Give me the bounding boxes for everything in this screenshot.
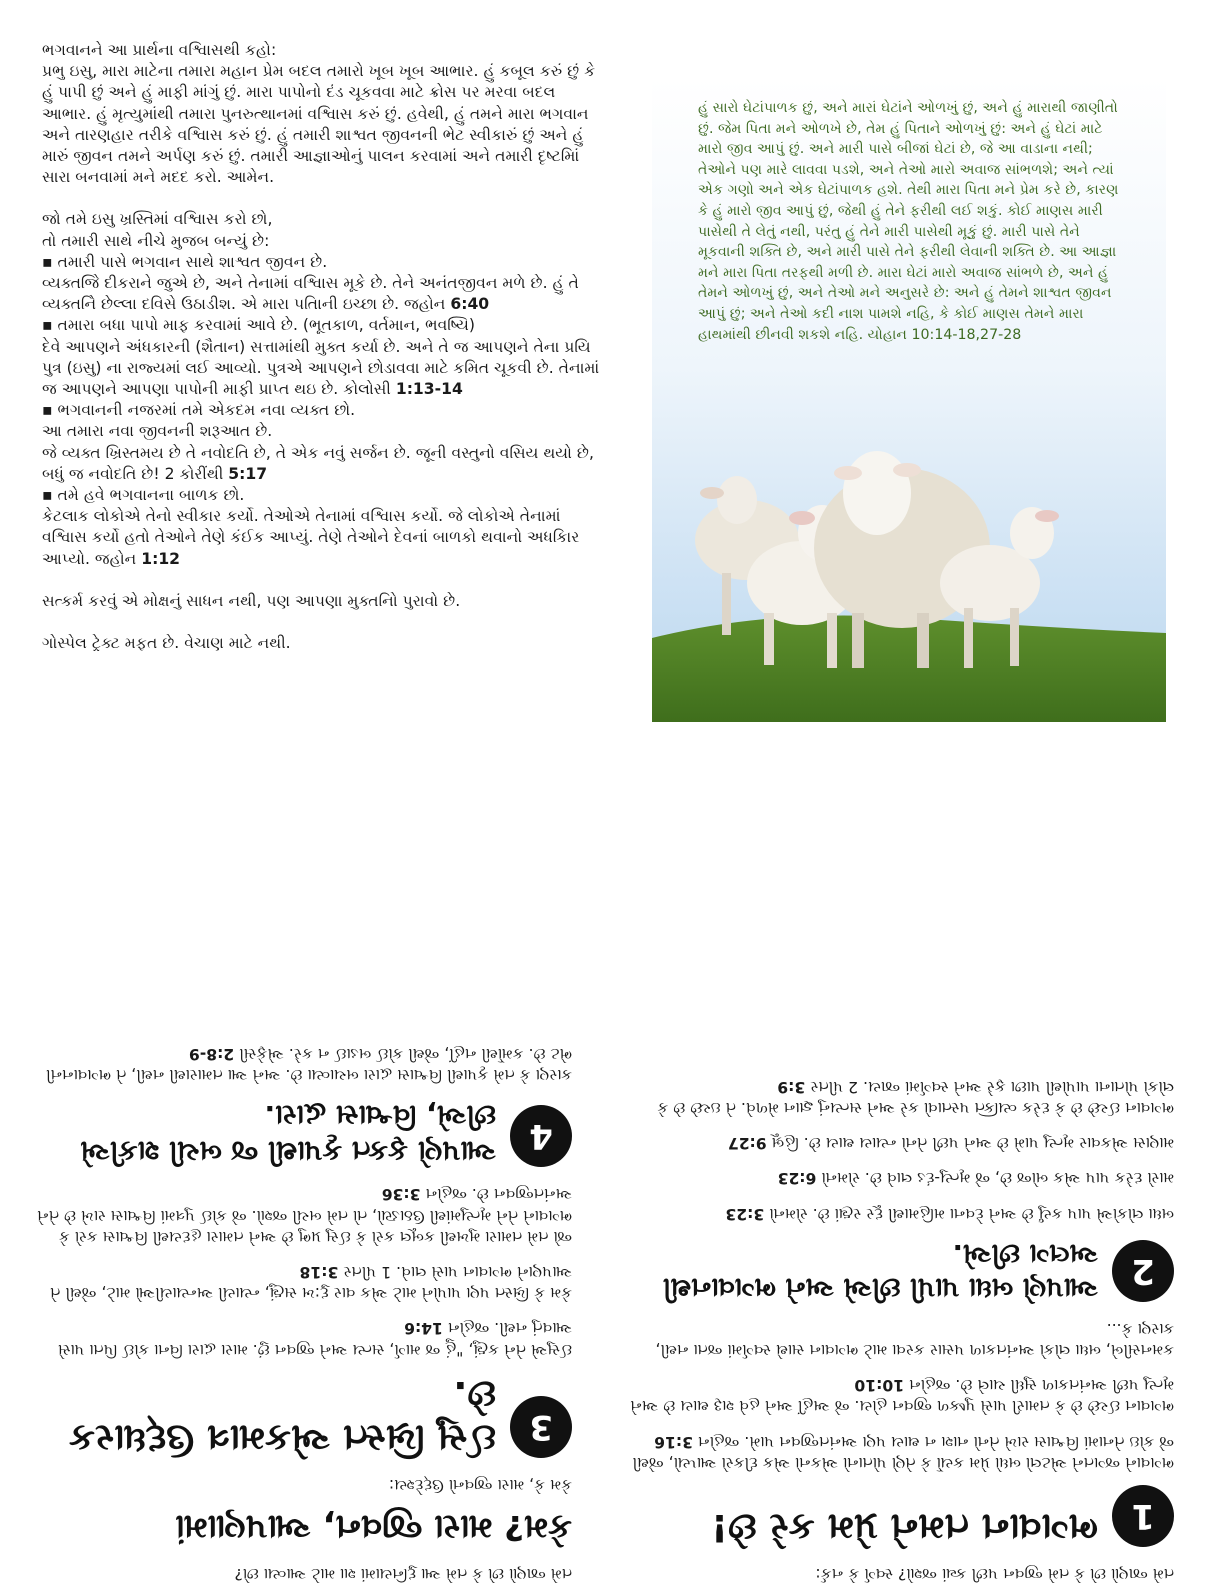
section-text: માણસ એકવાર મૃત્યુ પામે છે અને પછી તેનો ન્યાય થાય છે. હિબ્રૂ xyxy=(766,1134,1174,1153)
point-text: કેટલાક લોકોએ તેનો સ્વીકાર કર્યો. તેઓએ તેનામાં વશ્વિાસ કર્યો. જે લોકોએ તેનામાં વશ્વિાસ કર્યો હતો તેઓને તેણે કંઈક આપ્યું. તેણે તેઓને દેવનાં બાળકો થવાનો અધકિાર આપ્યો. જહોન xyxy=(42,507,585,568)
scripture-ref: 5:17 xyxy=(228,464,268,483)
section-intro: તમે જાણો છો કે તમે આ દુનિયામાં શા માટે આવ્યા છો? xyxy=(234,1565,572,1583)
section-2-text-3 xyxy=(629,1132,1174,1153)
scripture-ref: 3:36 xyxy=(381,1185,421,1204)
section-text: ભગવાન ઈચ્છે છે કે દરેક વ્યક્તિ પસ્તાવો કરે અને સત્યનું જ્ઞાન મેળવે. તે ઇચ્છે છે કે લોકો પોતાના પાપોથી પાછા ફરે અને સ્વર્ગમાં જાય. 2 પીતર xyxy=(652,1077,1174,1117)
section-heading: આપણે બધા પાપી છીએ અને ભગવાનથી અલગ છીએ. xyxy=(662,1237,1098,1303)
point-text: આ તમારા નવા જીવનની શરૂઆત છે. જે વ્યક્ત ખ્રિસ્તમય છે તે નવોદતિ છે, તે એક નવું સર્જન છે. જૂની વસ્તુનો વસિય થયો છે, બધું જ નવોદતિ છે! 2 કોરીંથી xyxy=(42,422,594,483)
prayer-body: પ્રભુ ઇસુ, મારા માટેના તમારા મહાન પ્રેમ બદલ તમારો ખૂબ ખૂબ આભાર. હું કબૂલ કરું છું કે હું પાપી છું અને હું માફી માંગું છું. મારા પાપોનો દંડ ચૂકવવા માટે ક્રોસ પર મરવા બદલ આભાર. હું મૃત્યુમાંથી તમારા પુનરુત્થાનમાં વશ્વિાસ કરું છું. હવેથી, હું તમને મારા ભગવાન અને તારણહાર તરીકે વશ્વિાસ કરું છું. હું તમારી શાશ્વત જીવનની ભેટ સ્વીકારું છું અને હું મારું જીવન તમને અર્પણ કરું છું. તમારી આજ્ઞાઓનું પાલન કરવામાં અને તમારી દૃષ્ટમિાં સારા બનવામાં મને મદદ કરો. આમેન. xyxy=(42,62,601,187)
section-text: મારો દરેક પાપ એક બોજ છે, જે મૃત્યુ-દંડ લાવે છે. રોમનો xyxy=(816,1169,1174,1188)
column-sections-3-4 xyxy=(27,792,572,1584)
scripture-ref: 6:23 xyxy=(777,1169,817,1188)
point-forgiven-text xyxy=(42,337,605,401)
section-2-text-4 xyxy=(629,1076,1174,1118)
scripture-ref: 9:27 xyxy=(727,1134,767,1153)
purpose-heading: કેમ? મારા જીવન, આપણામાં xyxy=(175,1506,572,1547)
scripture-ref: 1:13-14 xyxy=(395,380,463,399)
believe-intro: જો તમે ઇસુ ખ્રસ્તિમાં વશ્વિાસ કરો છો, તો તમારી સાથે નીચે મુજબ બન્યું છે: xyxy=(42,210,273,250)
spacer xyxy=(42,612,602,633)
section-text: ભગવાને જગતને એટલો બધો પ્રેમ કર્યો કે તેણે પોતાનો એકનો એક દીકરો આપ્યો, જેથી જે કોઇ તેનામાં વિશ્વાસ રાખે તેનો નાશ ન થાય પણ અનંતજીવન પામે. જહોન xyxy=(627,1432,1174,1472)
section-4 xyxy=(27,1097,572,1169)
section-number: 2 xyxy=(1112,1240,1174,1302)
point-eternal-life-text xyxy=(42,273,602,315)
spacer xyxy=(42,188,602,209)
point-child-of-god-text xyxy=(42,506,602,570)
prayer-column xyxy=(42,40,605,654)
section-heading: ભગવાન તમને પ્રેમ કરે છે! xyxy=(711,1505,1098,1549)
section-intro: તમે જાણો છો કે તમે જીવન પછી ક્યાં જશો? સ્વર્ગ કે નર્ક: xyxy=(815,1565,1174,1583)
section-3-text-3 xyxy=(27,1183,572,1247)
point-eternal-life: ▪ તમારી પાસે ભગવાન સાથે શાશ્વત જીવન છે. xyxy=(42,252,328,271)
section-3-text-2 xyxy=(27,1261,572,1303)
prayer-intro: ભગવાનને આ પ્રાર્થના વશ્વિાસથી કહો: xyxy=(42,41,277,59)
section-1 xyxy=(629,1485,1174,1549)
section-3-text xyxy=(27,1317,572,1359)
scripture-ref: 3:18 xyxy=(299,1262,339,1281)
point-forgiven: ▪ તમારા બધા પાપો માફ કરવામાં આવે છે. (ભૂતકાળ, વર્તમાન, ભવષ્યિ) xyxy=(42,316,475,335)
spacer xyxy=(42,570,602,591)
scripture-ref: 2:8-9 xyxy=(188,1044,235,1063)
point-text: દેવે આપણને અંધકારની (શૈતાન) સત્તામાંથી મુક્ત કર્યા છે. અને તે જ આપણને તેના પ્રયિ પુત્ર (ઇસુ) ના રાજ્યમાં લઈ આવ્યો. પુત્રએ આપણને છોડાવવા માટે કમિત ચૂકવી છે. તેનામાં જ આપણને આપણા પાપોની માફી પ્રાપ્ત થઇ છે. કોલોસી xyxy=(42,337,605,399)
section-1-text-2 xyxy=(625,1374,1174,1416)
tract-back-rotated xyxy=(0,792,1224,1584)
section-2-text xyxy=(629,1202,1174,1223)
good-works-note: સત્કર્મ કરવું એ મોક્ષનું સાધન નથી, પણ આપણા મુક્તનિો પુરાવો છે. xyxy=(42,591,461,610)
scripture-ref: 6:40 xyxy=(450,295,490,314)
section-heading: આપણે ફક્ત કૃપાથી જ બચી શકીએ છીએ, વિશ્વાસ દ્વારા. xyxy=(80,1099,496,1169)
scripture-ref: 1:12 xyxy=(141,549,181,568)
sheep-photo-panel xyxy=(652,78,1166,722)
purpose-tagline: કેમ કે, મારા જીવનો ઉદ્દેશ્ય: xyxy=(388,1475,572,1494)
section-1-text xyxy=(629,1430,1174,1472)
section-number: 3 xyxy=(510,1396,572,1458)
section-number: 1 xyxy=(1112,1485,1174,1547)
point-child-of-god: ▪ તમે હવે ભગવાનના બાળક છો. xyxy=(42,486,245,505)
scripture-ref: 3:9 xyxy=(777,1077,806,1096)
section-text: બધા લોકોએ પાપ કર્યું છે અને દેવના મહિમાથી દૂર રહ્યાં છે. રોમનો xyxy=(764,1204,1174,1223)
section-text: કેમ કે ખ્રિસ્ત પણ પાપોને માટે એક વાર દુ:ખ સહ્યું, ન્યાયી અન્યાયીઓ માટે, જેથી તે આપણને ભગવાન પાસે લાવે. 1 પીતર xyxy=(44,1262,572,1303)
section-1-text-3: કમનસીબે, બધા લોકો અનંતકાળ પસાર કરવા માટે ભગવાન સાથે સ્વર્ગમાં જતા નથી, કારણ કે... xyxy=(650,1319,1174,1359)
section-2 xyxy=(629,1236,1174,1304)
section-text: કારણ કે તમે કૃપાથી વિશ્વાસ દ્વારા બચાવ્યા છે. અને આ તમારાથી નથી, તે ભગવાનની ભેટ છે. કર્મોથી નહીં, જેથી કોઈ બડાઈ ન કરે. એફેસી xyxy=(40,1044,572,1085)
column-sections-1-2 xyxy=(625,792,1174,1584)
scripture-ref: 3:23 xyxy=(725,1204,765,1223)
section-3 xyxy=(27,1372,572,1460)
section-text: ભગવાન ઈચ્છે છે કે તમારી પાસે પુષ્કળ જીવન હોય. જે અહીં અને હવે શરૂ થાય છે અને મૃત્યુ પછી અનંતકાળ સુધી ચાલે છે. જહોન xyxy=(625,1376,1174,1416)
section-heading: ઈસુ ખ્રિસ્ત એકમાત્ર ઉદ્ધારક છે. xyxy=(68,1372,496,1460)
section-text: ઈસુએ તેને કહ્યું, "હું જ માર્ગ, સત્ય અને જીવન છું. મારા દ્વારા વિના કોઈ પિતા પાસે આવતું નથી. જહોન xyxy=(52,1319,572,1359)
scripture-ref: 14:6 xyxy=(404,1319,443,1338)
section-text: જો તમે તમારા મુખથી કબૂલ કરો કે ઈસુ પ્રભુ છે અને તમારા હૃદયથી વિશ્વાસ કરો કે ભગવાને તેને મૃત્યુમાંથી ઉઠાડ્યો, તો તમે બચી જશો. જે કોઈ પુત્રમાં વિશ્વાસ રાખે છે તેને અનંતજીવન છે. જહોન xyxy=(32,1185,572,1246)
scripture-ref: 3:16 xyxy=(654,1432,693,1451)
point-new-person: ▪ ભગવાનની નજરમાં તમે એકદમ નવા વ્યક્ત છો. xyxy=(42,401,356,420)
point-text: વ્યક્તજિે દીકરાને જુએ છે, અને તેનામાં વશ્વિાસ મૂકે છે. તેને અનંતજીવન મળે છે. હું તે વ્યક્તનિે છેલ્લા દવિસે ઉઠાડીશ. એ મારા પતિાની ઇચ્છા છે. જહોન xyxy=(42,274,584,314)
free-tract-note: ગોસ્પેલ ટ્રેક્ટ મફત છે. વેચાણ માટે નથી. xyxy=(42,634,291,653)
section-number: 4 xyxy=(510,1105,572,1167)
section-2-text-2 xyxy=(629,1167,1174,1188)
john-10-verse: હું સારો ઘેટાંપાળક છું, અને મારાં ઘેટાંને ઓળખું છું, અને હું મારાથી જાણીતો છું. જેમ પિતા મને ઓળખે છે, તેમ હું પિતાને ઓળખું છું: અને હું ઘેટાં માટે મારો જીવ આપું છું. અને મારી પાસે બીજાં ઘેટાં છે, જે આ વાડાના નથી; તેઓને પણ મારે લાવવા પડશે, અને તેઓ મારો અવાજ સાંભળશે; અને ત્યાં એક ગણો અને એક ઘેટાંપાળક હશે. તેથી મારા પિતા મને પ્રેમ કરે છે, કારણ કે હું મારો જીવ આપું છું, જેથી હું તેને ફરીથી લઈ શકું. કોઈ માણસ મારી પાસેથી તે લેતું નથી, પરંતુ હું તેને મારી પાસેથી મૂકું છું. મારી પાસે તેને મૂકવાની શક્તિ છે, અને મારી પાસે તેને ફરીથી લેવાની શક્તિ છે. આ આજ્ઞા મને મારા પિતા તરફથી મળી છે. મારા ઘેટાં મારો અવાજ સાંભળે છે, અને હું તેમને ઓળખું છું, અને તેઓ મને અનુસરે છે: અને હું તેમને શાશ્વત જીવન આપું છું; અને તેઓ કદી નાશ પામશે નહિ, કે કોઈ માણસ તેમને મારા હાથમાંથી છીનવી શકશે નહિ. યોહાન 10:14-18,27-28 xyxy=(698,100,1124,343)
point-new-person-text xyxy=(42,421,602,485)
section-4-text xyxy=(27,1043,572,1085)
scripture-ref: 10:10 xyxy=(854,1376,905,1395)
